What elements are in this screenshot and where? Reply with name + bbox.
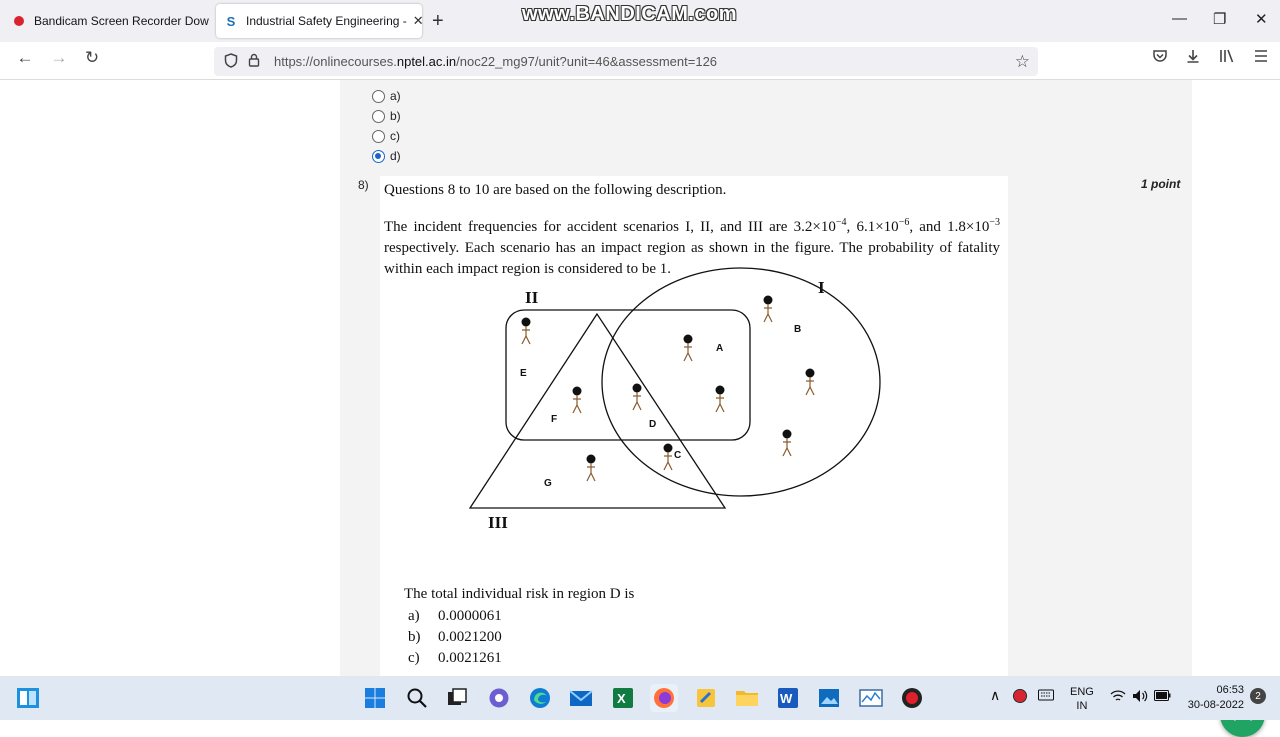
notification-badge[interactable]: 2 [1250,688,1266,704]
navigation-bar [0,42,1280,80]
person-icon [587,455,596,482]
label-F: F [551,414,558,425]
tab-industrial-safety[interactable] [216,4,422,38]
scenario-description: The incident frequencies for accident scenarios I, II, and III are $3.2\times 10^{-4}$, $6.1\times 10^{-6}$, and $1.8\times 10^{-3}$ respectively. Each scenario has an impact region as shown in the figure. The probability of fatality within each impact region is considered to be 1. [384,217,1000,277]
radio-button[interactable] [372,110,385,123]
tab-title: Bandicam Screen Recorder Dow [34,14,209,28]
record-icon [12,14,26,28]
firefox-icon[interactable] [650,684,678,712]
widgets-icon[interactable] [14,684,42,712]
shield-icon[interactable] [224,53,238,71]
person-icon [664,444,673,471]
download-icon[interactable] [1180,48,1206,69]
new-tab-button[interactable]: + [432,10,444,32]
label-C: C [674,450,682,461]
mail-icon[interactable] [567,684,595,712]
bandicam-watermark: www.BANDICAM.com [522,3,738,25]
bookmark-star-icon[interactable]: ☆ [1014,51,1030,71]
label-A: A [716,343,724,354]
impact-region-figure [380,278,1008,566]
choice-c: c) 0.0021261 [408,650,502,666]
person-icon [633,384,642,411]
address-bar[interactable] [214,47,1038,76]
label-D: D [649,419,657,430]
region-II-rectangle [506,310,750,440]
label-III: III [488,513,508,532]
radio-button[interactable] [372,130,385,143]
pocket-icon[interactable] [1147,48,1173,68]
menu-icon[interactable] [1248,48,1274,68]
label-B: B [794,324,802,335]
label-E: E [520,368,527,379]
volume-icon[interactable] [1132,689,1148,706]
person-icon [764,296,773,323]
option-label: a) [390,89,401,103]
choice-a: a) 0.0000061 [408,608,502,624]
recording-indicator-icon[interactable] [1013,689,1027,706]
sticky-notes-icon[interactable] [692,684,720,712]
url-text[interactable]: https://onlinecourses.nptel.ac.in/noc22_mg97/unit?unit=46&assessment=126 [274,54,718,69]
label-G: G [544,478,552,489]
chevron-up-icon[interactable]: ∧ [990,687,1001,703]
bandicam-record-icon[interactable] [898,684,926,712]
minimize-icon[interactable]: — [1172,10,1187,27]
radio-button-selected[interactable] [372,150,385,163]
question-prompt: The total individual risk in region D is [404,586,635,602]
battery-icon[interactable] [1154,690,1171,704]
word-icon[interactable] [774,684,802,712]
question-number: 8) [358,178,369,192]
question-intro: Questions 8 to 10 are based on the following description. [384,182,727,198]
person-icon [806,369,815,396]
lock-icon[interactable] [248,53,260,70]
option-d[interactable] [372,149,401,163]
person-icon [783,430,792,457]
excel-icon[interactable] [609,684,637,712]
photos-icon[interactable] [815,684,843,712]
start-icon[interactable] [361,684,389,712]
library-icon[interactable] [1214,48,1240,67]
edge-icon[interactable] [526,684,554,712]
svg-text:W: W [780,691,793,706]
browser-tab-bar [0,0,1280,42]
question-points: 1 point [1141,177,1181,191]
person-icon [522,318,531,345]
language-indicator[interactable]: ENG IN [1070,686,1094,712]
person-icon [573,387,582,414]
forward-arrow-icon[interactable]: → [50,48,68,67]
option-label: b) [390,109,401,123]
keyboard-icon[interactable] [1038,689,1054,704]
option-c[interactable] [372,129,400,143]
window-close-icon[interactable]: ✕ [1255,11,1268,28]
radio-button[interactable] [372,90,385,103]
reload-icon[interactable]: ↻ [84,48,100,67]
restore-icon[interactable]: ❐ [1213,11,1227,28]
question-image [380,176,1008,676]
option-a[interactable] [372,89,401,103]
windows-taskbar [0,676,1280,720]
page-content [0,80,1280,676]
person-icon [716,386,725,413]
task-view-icon[interactable] [443,684,471,712]
choice-b: b) 0.0021200 [408,629,502,645]
person-icon [684,335,693,362]
system-clock[interactable]: 06:53 30-08-2022 [1187,684,1244,711]
label-II: II [525,288,539,307]
tab-bandicam[interactable] [4,4,210,38]
option-label: d) [390,149,401,163]
svg-text:X: X [617,691,626,706]
option-b[interactable] [372,109,401,123]
swayam-icon: S [226,13,236,29]
performance-monitor-icon[interactable] [857,684,885,712]
region-I-circle [602,268,880,496]
close-icon[interactable]: ✕ [412,13,424,28]
back-arrow-icon[interactable]: ← [16,48,34,67]
option-label: c) [390,129,400,143]
label-I: I [818,278,825,297]
file-explorer-icon[interactable] [733,684,761,712]
wifi-icon[interactable] [1110,689,1126,706]
chat-icon[interactable] [485,684,513,712]
tab-title: Industrial Safety Engineering - [246,14,407,28]
search-icon[interactable] [403,684,431,712]
